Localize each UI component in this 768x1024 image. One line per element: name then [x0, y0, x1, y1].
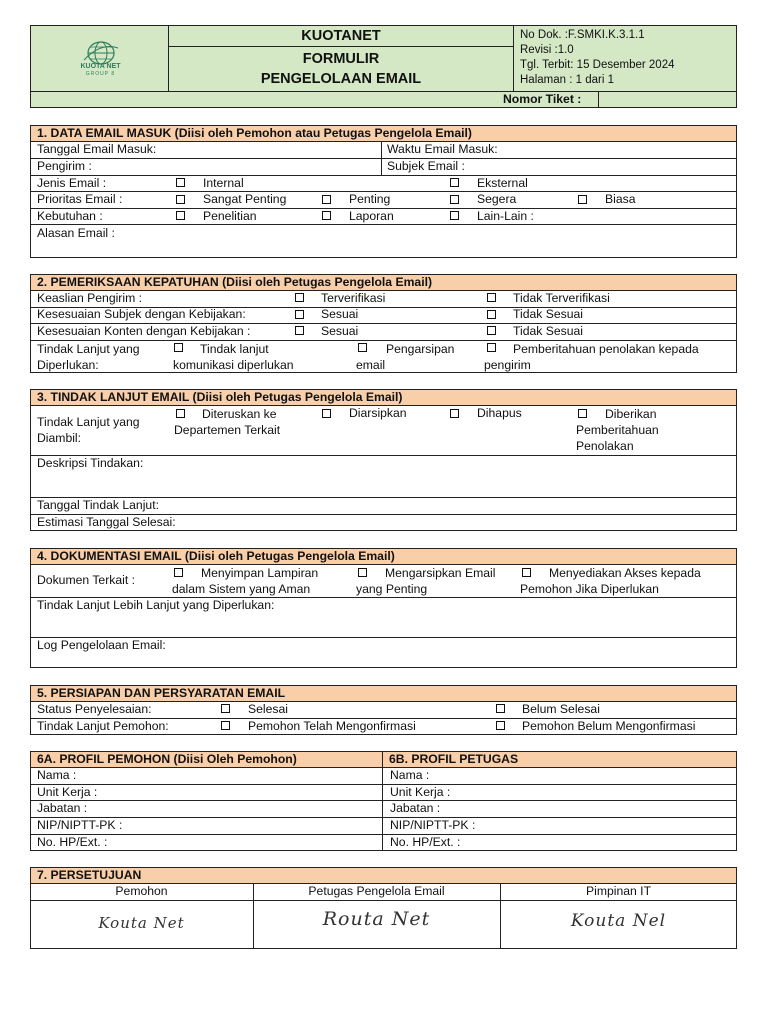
- checkbox-selesai[interactable]: [221, 704, 230, 713]
- col-petugas: Petugas Pengelola Email: [308, 884, 445, 898]
- petugas-hp-label: No. HP/Ext. :: [390, 835, 461, 849]
- tanggal-email-masuk-label: Tanggal Email Masuk:: [37, 142, 157, 156]
- tanggal-tindak-lanjut-label: Tanggal Tindak Lanjut:: [37, 498, 159, 512]
- logo-cell: [30, 25, 169, 92]
- logo-subtext: GROUP 8: [85, 71, 116, 77]
- checkbox-konten-tidak-sesuai[interactable]: [487, 326, 496, 335]
- checkbox-belum-mengonfirmasi[interactable]: [496, 721, 505, 730]
- checkbox-laporan[interactable]: [322, 211, 331, 220]
- option-diarsipkan: Diarsipkan: [349, 406, 407, 420]
- option-penelitian: Penelitian: [203, 209, 257, 223]
- section-2-title: 2. PEMERIKSAAN KEPATUHAN (Diisi oleh Petugas Pengelola Email): [30, 274, 737, 291]
- doc-info-cell: [513, 25, 737, 92]
- kesesuaian-konten-label: Kesesuaian Konten dengan Kebijakan :: [37, 324, 251, 338]
- petugas-unit-kerja-label: Unit Kerja :: [390, 785, 451, 799]
- section-7-title: 7. PERSETUJUAN: [30, 867, 737, 884]
- option-segera: Segera: [477, 192, 517, 206]
- subjek-email-label: Subjek Email :: [387, 159, 465, 173]
- option-terverifikasi: Terverifikasi: [321, 291, 386, 305]
- tgl-terbit: Tgl. Terbit: 15 Desember 2024: [520, 59, 675, 71]
- dokumen-terkait-label: Dokumen Terkait :: [37, 573, 135, 587]
- status-penyelesaian-label: Status Penyelesaian:: [37, 702, 152, 716]
- checkbox-internal[interactable]: [176, 178, 185, 187]
- option-belum-selesai: Belum Selesai: [522, 702, 600, 716]
- log-pengelolaan-label: Log Pengelolaan Email:: [37, 638, 166, 652]
- doc-no: No Dok. :F.SMKI.K.3.1.1: [520, 29, 645, 41]
- signature-petugas: Routa Net: [322, 908, 431, 930]
- checkbox-subjek-sesuai[interactable]: [295, 310, 304, 319]
- keaslian-pengirim-label: Keaslian Pengirim :: [37, 291, 142, 305]
- option-dihapus: Dihapus: [477, 406, 522, 420]
- option-subjek-sesuai: Sesuai: [321, 307, 359, 321]
- option-selesai: Selesai: [248, 702, 288, 716]
- option-konten-sesuai: Sesuai: [321, 324, 359, 338]
- col-pemohon: Pemohon: [115, 884, 168, 898]
- kebutuhan-label: Kebutuhan :: [37, 209, 103, 223]
- checkbox-subjek-tidak-sesuai[interactable]: [487, 310, 496, 319]
- section-6a-title: 6A. PROFIL PEMOHON (Diisi Oleh Pemohon): [30, 751, 383, 768]
- option-tindak-komunikasi: Tindak lanjut komunikasi diperlukan: [173, 342, 294, 372]
- option-diteruskan: Diteruskan ke Departemen Terkait: [174, 407, 281, 437]
- pemohon-jabatan-label: Jabatan :: [37, 801, 88, 815]
- logo-text: KUOTA NET: [80, 63, 121, 70]
- title-cell-org: [168, 25, 514, 47]
- option-tidak-terverifikasi: Tidak Terverifikasi: [513, 291, 610, 305]
- revisi: Revisi :1.0: [520, 44, 574, 56]
- pemohon-nama-label: Nama :: [37, 768, 77, 782]
- petugas-nip-label: NIP/NIPTT-PK :: [390, 818, 476, 832]
- jenis-email-label: Jenis Email :: [37, 176, 107, 190]
- prioritas-email-label: Prioritas Email :: [37, 192, 123, 206]
- pemohon-nip-label: NIP/NIPTT-PK :: [37, 818, 123, 832]
- nomor-tiket-label: Nomor Tiket :: [503, 92, 582, 106]
- pemohon-unit-kerja-label: Unit Kerja :: [37, 785, 98, 799]
- option-belum-mengonfirmasi: Pemohon Belum Mengonfirmasi: [522, 719, 696, 733]
- checkbox-belum-selesai[interactable]: [496, 704, 505, 713]
- pemohon-hp-label: No. HP/Ext. :: [37, 835, 108, 849]
- option-laporan: Laporan: [349, 209, 394, 223]
- section-5-title: 5. PERSIAPAN DAN PERSYARATAN EMAIL: [30, 685, 737, 702]
- option-diberikan-pemberitahuan: Diberikan Pemberitahuan Penolakan: [576, 407, 659, 453]
- option-eksternal: Eksternal: [477, 176, 528, 190]
- option-mengarsipkan-email: Mengarsipkan Email yang Penting: [356, 566, 496, 596]
- checkbox-biasa[interactable]: [578, 195, 587, 204]
- checkbox-terverifikasi[interactable]: [295, 293, 304, 302]
- option-telah-mengonfirmasi: Pemohon Telah Mengonfirmasi: [248, 719, 416, 733]
- petugas-nama-label: Nama :: [390, 768, 430, 782]
- tindak-lanjut-lebih-label: Tindak Lanjut Lebih Lanjut yang Diperlukan:: [37, 598, 275, 612]
- form-subtitle: PENGELOLAAN EMAIL: [260, 71, 422, 87]
- section-3-title: 3. TINDAK LANJUT EMAIL (Diisi oleh Petugas Pengelola Email): [30, 389, 737, 406]
- nomor-tiket-field[interactable]: [599, 92, 736, 107]
- form-title: FORMULIR: [302, 51, 380, 67]
- signature-pimpinan-it: Kouta Nel: [570, 911, 667, 931]
- checkbox-eksternal[interactable]: [450, 178, 459, 187]
- section-1-title: 1. DATA EMAIL MASUK (Diisi oleh Pemohon atau Petugas Pengelola Email): [30, 125, 737, 142]
- checkbox-dihapus[interactable]: [450, 409, 459, 418]
- option-biasa: Biasa: [605, 192, 636, 206]
- col-pimpinan-it: Pimpinan IT: [585, 884, 652, 898]
- halaman: Halaman : 1 dari 1: [520, 74, 614, 86]
- pengirim-label: Pengirim :: [37, 159, 92, 173]
- petugas-jabatan-label: Jabatan :: [390, 801, 441, 815]
- option-menyediakan-akses: Menyediakan Akses kepada Pemohon Jika Diperlukan: [520, 566, 701, 596]
- alasan-email-label: Alasan Email :: [37, 226, 115, 240]
- estimasi-tanggal-selesai-label: Estimasi Tanggal Selesai:: [37, 515, 176, 529]
- checkbox-diarsipkan[interactable]: [322, 409, 331, 418]
- section-4-title: 4. DOKUMENTASI EMAIL (Diisi oleh Petugas Pengelola Email): [30, 548, 737, 565]
- option-lain-lain: Lain-Lain :: [477, 209, 534, 223]
- section-6b-title: 6B. PROFIL PETUGAS: [382, 751, 737, 768]
- option-internal: Internal: [203, 176, 244, 190]
- option-sangat-penting: Sangat Penting: [203, 192, 287, 206]
- waktu-email-masuk-label: Waktu Email Masuk:: [387, 142, 498, 156]
- checkbox-telah-mengonfirmasi[interactable]: [221, 721, 230, 730]
- checkbox-konten-sesuai[interactable]: [295, 326, 304, 335]
- checkbox-penelitian[interactable]: [176, 211, 185, 220]
- option-penting: Penting: [349, 192, 391, 206]
- tindak-lanjut-pemohon-label: Tindak Lanjut Pemohon:: [37, 719, 169, 733]
- option-konten-tidak-sesuai: Tidak Sesuai: [513, 324, 584, 338]
- signature-pemohon: Kouta Net: [98, 914, 185, 932]
- kesesuaian-subjek-label: Kesesuaian Subjek dengan Kebijakan:: [37, 307, 246, 321]
- option-menyimpan-lampiran: Menyimpan Lampiran dalam Sistem yang Aman: [172, 566, 319, 596]
- title-cell-form: [168, 46, 514, 92]
- tindak-lanjut-diperlukan-label: Tindak Lanjut yang Diperlukan:: [37, 342, 140, 372]
- deskripsi-tindakan-label: Deskripsi Tindakan:: [37, 456, 144, 470]
- tindak-lanjut-diambil-label: Tindak Lanjut yang Diambil:: [37, 415, 140, 445]
- option-pengarsipan: Pengarsipan email: [356, 342, 455, 372]
- checkbox-lain-lain[interactable]: [450, 211, 459, 220]
- checkbox-segera[interactable]: [450, 195, 459, 204]
- option-subjek-tidak-sesuai: Tidak Sesuai: [513, 307, 584, 321]
- checkbox-penting[interactable]: [322, 195, 331, 204]
- option-pemberitahuan-penolakan: Pemberitahuan penolakan kepada pengirim: [484, 342, 699, 372]
- org-name: KUOTANET: [301, 28, 381, 44]
- checkbox-sangat-penting[interactable]: [176, 195, 185, 204]
- checkbox-tidak-terverifikasi[interactable]: [487, 293, 496, 302]
